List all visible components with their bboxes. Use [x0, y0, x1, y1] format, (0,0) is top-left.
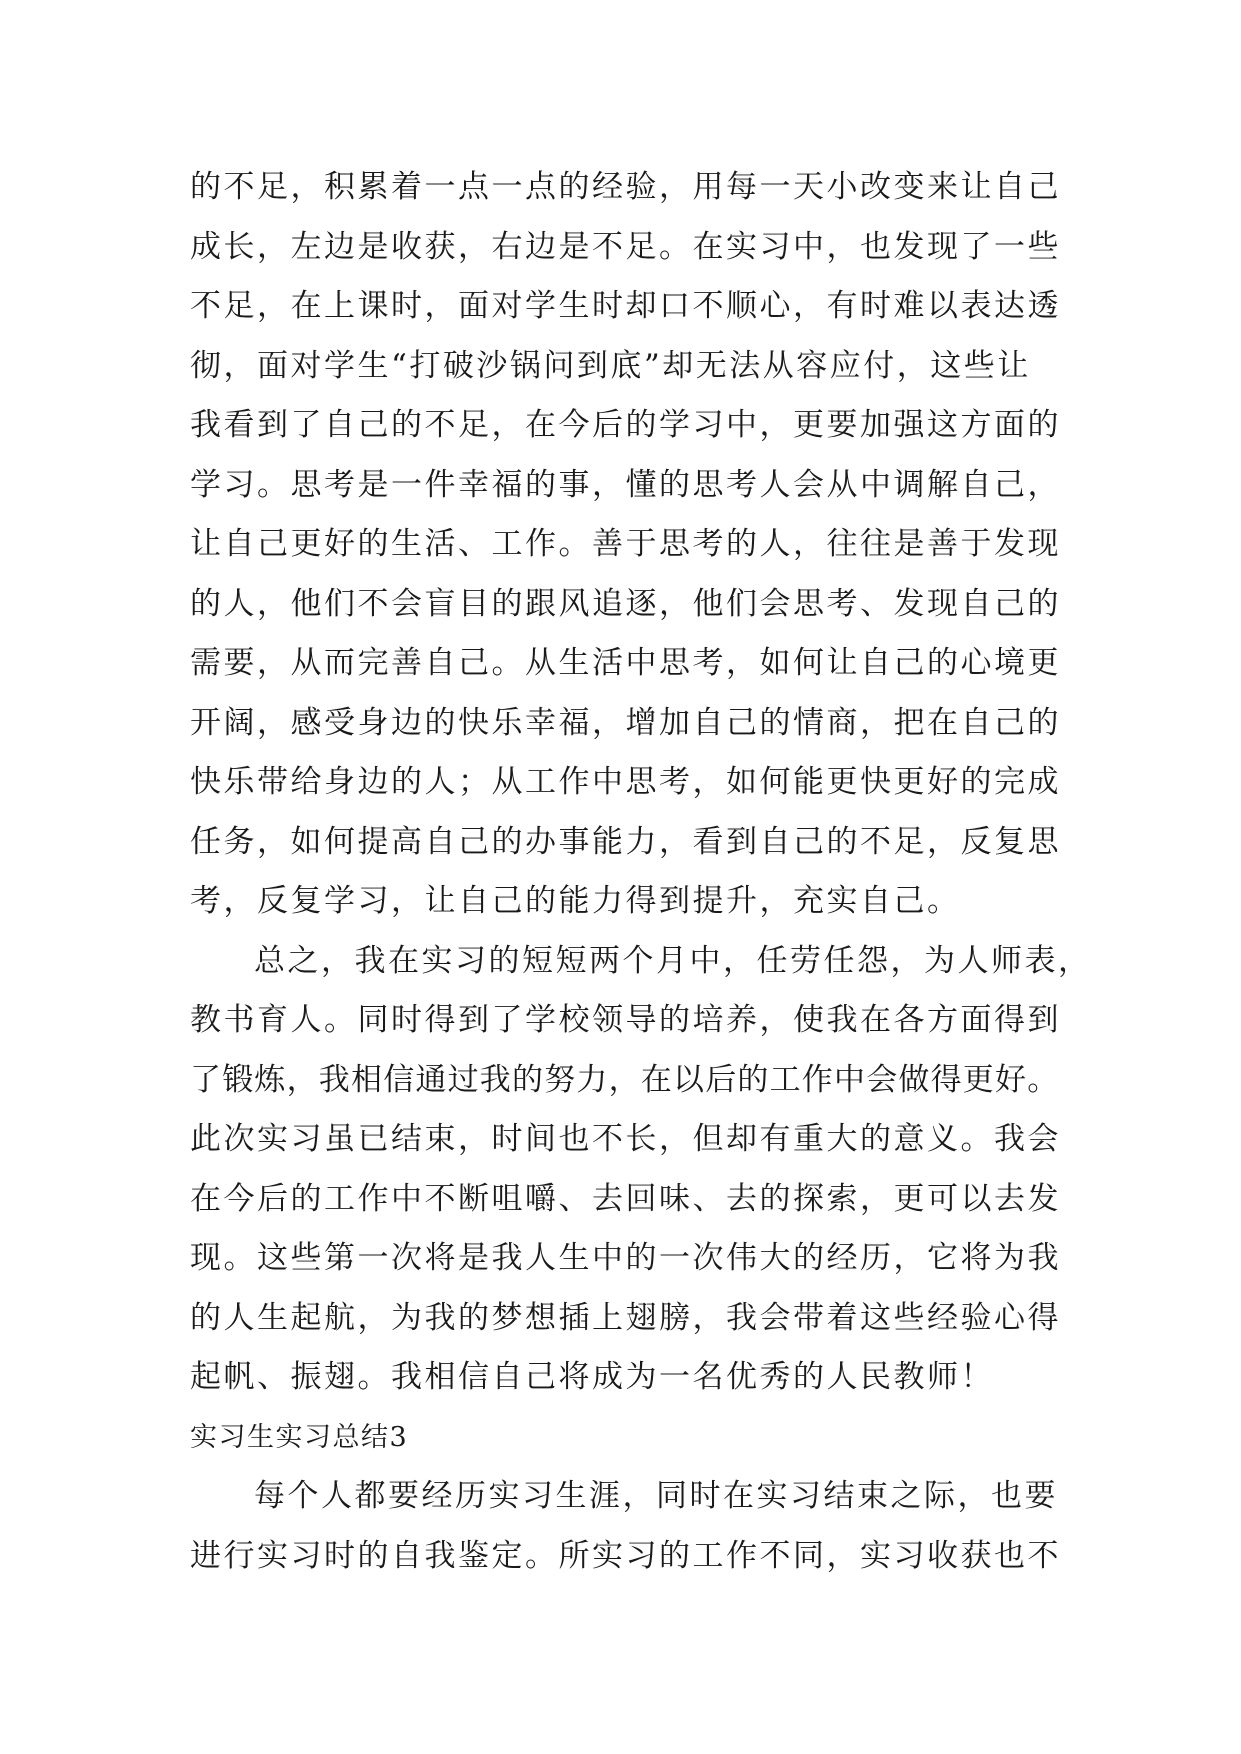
- paragraph-line: 快乐带给身边的人；从工作中思考，如何能更快更好的完成: [190, 764, 1061, 800]
- section-heading: 实习生实习总结3: [190, 1421, 409, 1453]
- paragraph-line: 成长，左边是收获，右边是不足。在实习中，也发现了一些: [190, 228, 1061, 265]
- paragraph-line: 开阔，感受身边的快乐幸福，增加自己的情商，把在自己的: [190, 704, 1061, 741]
- paragraph-line: 考，反复学习，让自己的能力得到提升，充实自己。: [190, 883, 961, 919]
- paragraph-line: 现。这些第一次将是我人生中的一次伟大的经历，它将为我: [190, 1240, 1061, 1276]
- paragraph-line: 每个人都要经历实习生涯，同时在实习结束之际，也要: [254, 1478, 1058, 1514]
- paragraph-line: 教书育人。同时得到了学校领导的培养，使我在各方面得到: [190, 1002, 1061, 1038]
- paragraph-line: 起帆、振翅。我相信自己将成为一名优秀的人民教师！: [190, 1359, 994, 1395]
- paragraph-line: 彻，面对学生“打破沙锅问到底”却无法从容应付，这些让: [190, 347, 1031, 384]
- paragraph-line: 进行实习时的自我鉴定。所实习的工作不同，实习收获也不: [190, 1537, 1061, 1574]
- paragraph-line: 学习。思考是一件幸福的事，懂的思考人会从中调解自己，: [190, 466, 1061, 503]
- document-body: [190, 158, 1092, 1586]
- paragraph-line: 总之，我在实习的短短两个月中，任劳任怨，为人师表，: [254, 942, 1092, 979]
- paragraph-line: 的人，他们不会盲目的跟风追逐，他们会思考、发现自己的: [190, 585, 1061, 622]
- paragraph-line: 我看到了自己的不足，在今后的学习中，更要加强这方面的: [190, 407, 1061, 443]
- paragraph-line: 的人生起航，为我的梦想插上翅膀，我会带着这些经验心得: [190, 1299, 1061, 1336]
- paragraph-line: 在今后的工作中不断咀嚼、去回味、去的探索，更可以去发: [190, 1180, 1061, 1217]
- paragraph-line: 此次实习虽已结束，时间也不长，但却有重大的意义。我会: [190, 1121, 1061, 1157]
- paragraph-line: 的不足，积累着一点一点的经验，用每一天小改变来让自己: [190, 169, 1061, 205]
- paragraph-line: 了锻炼，我相信通过我的努力，在以后的工作中会做得更好。: [190, 1061, 1060, 1098]
- paragraph-line: 需要，从而完善自己。从生活中思考，如何让自己的心境更: [190, 645, 1061, 681]
- paragraph-line: 让自己更好的生活、工作。善于思考的人，往往是善于发现: [190, 526, 1061, 562]
- paragraph-line: 任务，如何提高自己的办事能力，看到自己的不足，反复思: [190, 823, 1061, 860]
- paragraph-line: 不足，在上课时，面对学生时却口不顺心，有时难以表达透: [190, 288, 1061, 324]
